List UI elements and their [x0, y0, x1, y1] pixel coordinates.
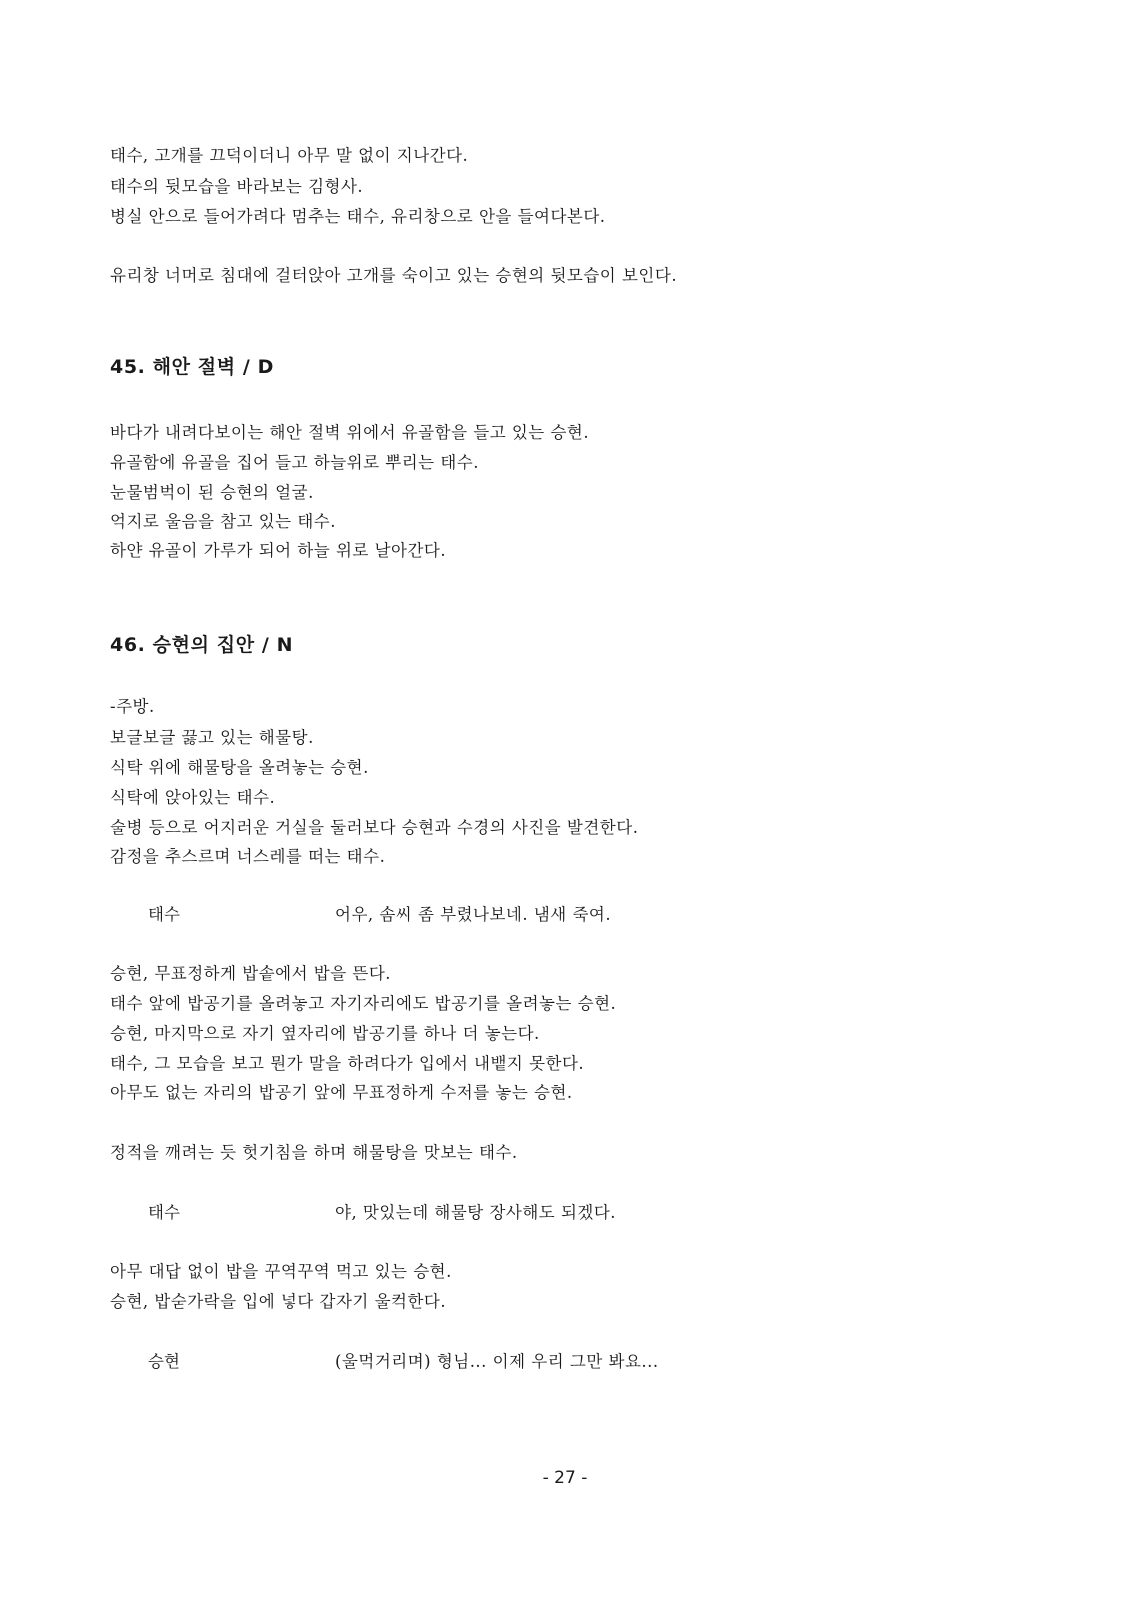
action-line: 유골함에 유골을 집어 들고 하늘위로 뿌리는 태수. — [110, 453, 479, 472]
action-line: 식탁에 앉아있는 태수. — [110, 788, 276, 807]
action-line: 아무 대답 없이 밥을 꾸역꾸역 먹고 있는 승현. — [110, 1262, 452, 1281]
dialog-line: 어우, 솜씨 좀 부렸나보네. 냄새 죽여. — [335, 905, 612, 924]
action-line: 눈물범벅이 된 승현의 얼굴. — [110, 483, 314, 502]
action-line: 유리창 너머로 침대에 걸터앉아 고개를 숙이고 있는 승현의 뒷모습이 보인다. — [110, 266, 678, 285]
action-line: 감정을 추스르며 너스레를 떠는 태수. — [110, 847, 386, 866]
dialog-speaker: 태수 — [148, 905, 180, 924]
action-line: 아무도 없는 자리의 밥공기 앞에 무표정하게 수저를 놓는 승현. — [110, 1083, 573, 1102]
dialog-line: (울먹거리며) 형님... 이제 우리 그만 봐요... — [335, 1352, 659, 1371]
action-line: 하얀 유골이 가루가 되어 하늘 위로 날아간다. — [110, 541, 447, 560]
dialog-line: 야, 맛있는데 해물탕 장사해도 되겠다. — [335, 1203, 617, 1222]
scene-heading-46: 46. 승현의 집안 / N — [110, 634, 294, 656]
action-line: 태수의 뒷모습을 바라보는 김형사. — [110, 177, 364, 196]
action-line: 보글보글 끓고 있는 해물탕. — [110, 728, 314, 747]
action-line: 바다가 내려다보이는 해안 절벽 위에서 유골함을 들고 있는 승현. — [110, 423, 590, 442]
action-line: 승현, 무표정하게 밥솥에서 밥을 뜬다. — [110, 964, 392, 983]
action-line: 병실 안으로 들어가려다 멈추는 태수, 유리창으로 안을 들여다본다. — [110, 207, 606, 226]
page-number: - 27 - — [542, 1468, 588, 1488]
action-line: 승현, 마지막으로 자기 옆자리에 밥공기를 하나 더 놓는다. — [110, 1024, 540, 1043]
dialog-speaker: 태수 — [148, 1203, 180, 1222]
dialog-speaker: 승현 — [148, 1352, 180, 1371]
action-line: 정적을 깨려는 듯 헛기침을 하며 해물탕을 맛보는 태수. — [110, 1143, 518, 1162]
action-line: 태수, 고개를 끄덕이더니 아무 말 없이 지나간다. — [110, 146, 469, 165]
scene-heading-45: 45. 해안 절벽 / D — [110, 356, 275, 378]
location-sub: -주방. — [110, 697, 155, 716]
action-line: 태수, 그 모습을 보고 뭔가 말을 하려다가 입에서 내뱉지 못한다. — [110, 1054, 585, 1073]
action-line: 식탁 위에 해물탕을 올려놓는 승현. — [110, 758, 369, 777]
action-line: 승현, 밥숟가락을 입에 넣다 갑자기 울컥한다. — [110, 1292, 447, 1311]
action-line: 태수 앞에 밥공기를 올려놓고 자기자리에도 밥공기를 올려놓는 승현. — [110, 994, 617, 1013]
action-line: 술병 등으로 어지러운 거실을 둘러보다 승현과 수경의 사진을 발견한다. — [110, 818, 639, 837]
action-line: 억지로 울음을 참고 있는 태수. — [110, 512, 336, 531]
